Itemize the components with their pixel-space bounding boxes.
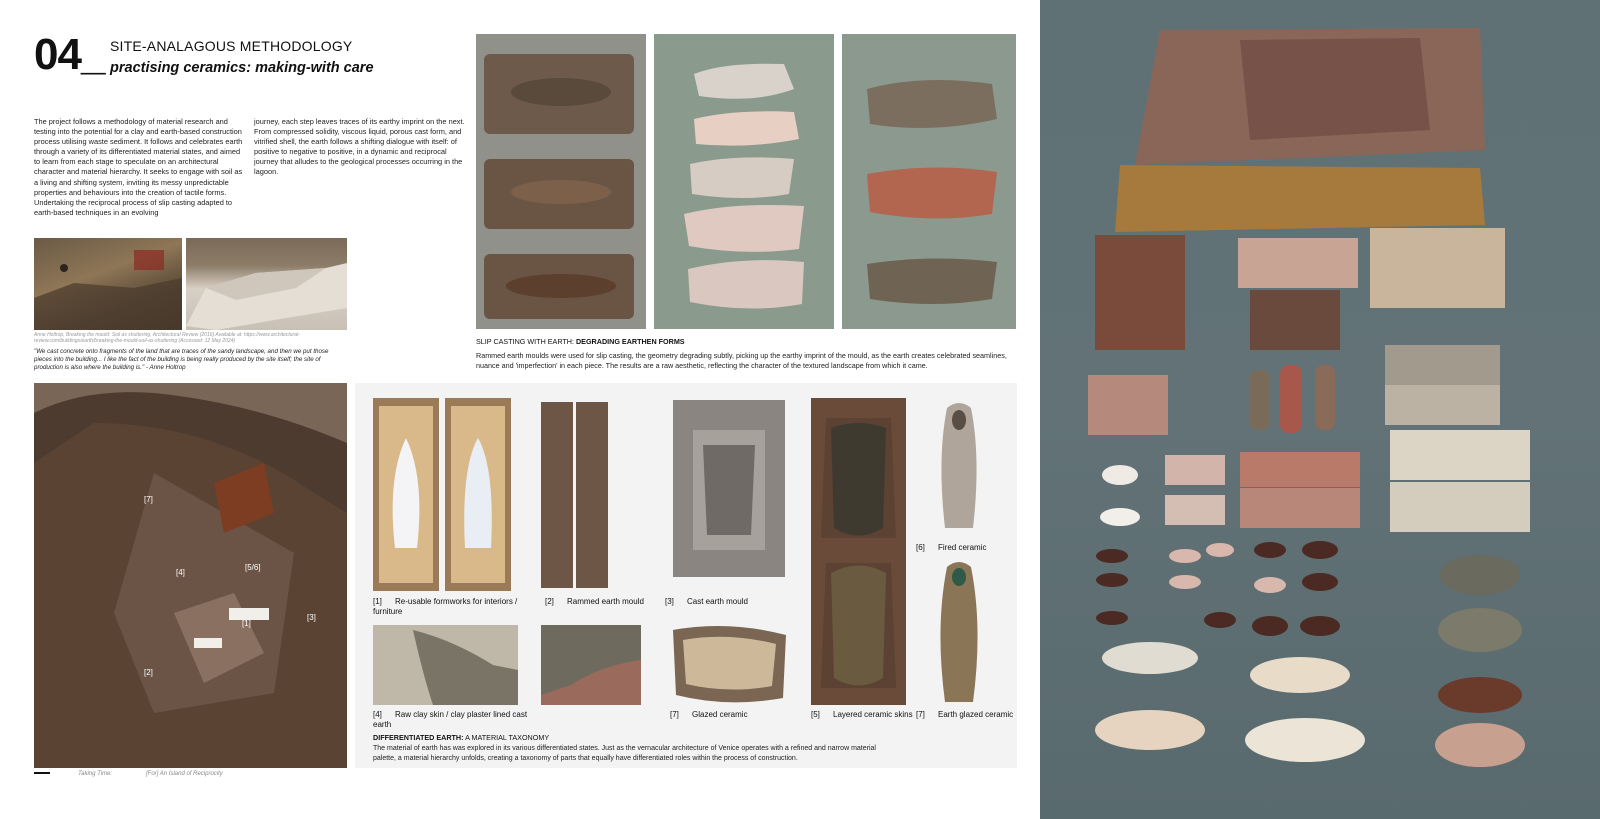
photo-citation: Anne Holtrop, Breaking the mould: Soil as shuttering, Architectural Review (2016) Available at: https://www.architectural-review.com/buildings/earth/breaking-the-mould-soil-as-shuttering (Accessed: 12 May 2024)	[34, 332, 300, 345]
glazed-ceramic-image	[668, 620, 790, 705]
fired-pieces-photo	[842, 34, 1016, 329]
taxonomy-text-3: Cast earth mould	[687, 597, 748, 606]
taxonomy-num-5: [5]	[811, 710, 820, 719]
footer-right: [For] An Island of Reciprocity	[146, 771, 223, 777]
taxonomy-num-3: [3]	[665, 597, 674, 606]
slip-casting-title	[476, 337, 685, 346]
rammed-earth-moulds-photo	[476, 34, 646, 329]
slip-casting-title-bold: DEGRADING EARTHEN FORMS	[575, 337, 685, 346]
taxonomy-num-2: [2]	[545, 597, 554, 606]
taxonomy-text-7b: Earth glazed ceramic	[938, 710, 1014, 719]
clay-plaster-image	[541, 625, 641, 705]
taxonomy-text-5: Layered ceramic skins	[833, 710, 913, 719]
raw-clay-skin-image	[373, 625, 518, 705]
taxonomy-num-1: [1]	[373, 597, 382, 606]
formwork-image-b	[445, 398, 511, 591]
taxonomy-label-5	[811, 710, 921, 720]
holtrop-quote: "We cast concrete onto fragments of the land that are traces of the sandy landscape, and then we put those pieces into the building... I like the fact of the building is being really produced by the site itself; the site of production is also where the building is." - Anne Holtrop	[34, 348, 329, 371]
earth-glazed-ceramic-image	[933, 557, 985, 707]
taxonomy-label-1	[373, 597, 523, 617]
taxonomy-label-4	[373, 710, 543, 730]
taxonomy-title	[373, 733, 549, 742]
taxonomy-title-rest: A MATERIAL TAXONOMY	[463, 733, 550, 742]
section-drawing	[34, 383, 347, 768]
taxonomy-text-7a: Glazed ceramic	[692, 710, 748, 719]
section-tag-3: [3]	[307, 613, 316, 622]
excavation-photo	[34, 238, 182, 330]
section-tag-1: [1]	[242, 619, 251, 628]
concrete-cast-photo	[186, 238, 347, 330]
slip-casting-body: Rammed earth moulds were used for slip casting, the geometry degrading subtly, picking up the earthy imprint of the mould, as the earth creates celebrated seamlines, nuance and 'imperfection' in each piece. The results are a raw aesthetic, reflecting the character of the textured landscape from which it came.	[476, 351, 1007, 370]
material-board-photo	[1040, 0, 1600, 819]
section-tag-4: [4]	[176, 568, 185, 577]
taxonomy-text-2: Rammed earth mould	[567, 597, 644, 606]
taxonomy-label-7b	[916, 710, 1016, 720]
footer-rule	[34, 772, 50, 774]
slip-cast-pieces-photo	[654, 34, 834, 329]
taxonomy-title-bold: DIFFERENTIATED EARTH:	[373, 733, 464, 742]
section-tag-5-6: [5/6]	[245, 563, 261, 572]
taxonomy-label-3	[665, 597, 785, 607]
taxonomy-num-4: [4]	[373, 710, 382, 719]
footer-left: Taking Time:	[78, 771, 113, 777]
formwork-image-a	[373, 398, 439, 591]
taxonomy-text-4: Raw clay skin / clay plaster lined cast earth	[373, 710, 528, 729]
section-tag-2: [2]	[144, 668, 153, 677]
taxonomy-label-6	[916, 543, 1016, 553]
page-title: SITE-ANALAGOUS METHODOLOGY	[110, 38, 353, 54]
intro-column-1: The project follows a methodology of material research and testing into the potential for a clay and earth-based construction process utilising waste sediment. It follows and celebrates earth through a variety of its differentiated material states, and aimed to learn from each stage to speculate on an architectural character and material hierarchy. It seeks to engage with soil as a living and shifting system, inviting its messy unpredictable properties and behaviours into the creation of tactile forms. Undertaking the reciprocal process of slip casting adapted to earth-based techniques in an evolving	[34, 117, 243, 217]
taxonomy-label-2	[545, 597, 655, 607]
taxonomy-label-7a	[670, 710, 780, 720]
slip-casting-title-prefix: SLIP CASTING WITH EARTH:	[476, 337, 576, 346]
intro-column-2: journey, each step leaves traces of its earthy imprint on the next. From compressed solidity, viscous liquid, porous cast form, and vitrified shell, the earth follows a shifting dialogue with itself: of positive to negative to positive, in a dynamic and reciprocal journey that alludes to the geological processes occurring in the lagoon.	[254, 117, 465, 177]
rammed-mould-left	[541, 402, 573, 588]
taxonomy-num-7a: [7]	[670, 710, 679, 719]
layered-ceramic-image	[811, 398, 906, 705]
taxonomy-num-6: [6]	[916, 543, 925, 552]
taxonomy-text-1: Re-usable formworks for interiors / furniture	[373, 597, 518, 616]
section-tag-7: [7]	[144, 495, 153, 504]
taxonomy-body: The material of earth has was explored in its various differentiated states. Just as the vernacular architecture of Venice operates with a refined and narrow material palette, a material hierarchy unfolds, creating a taxonomy of parts that equally have differentiated roles within the process of construction.	[373, 745, 876, 762]
page-subtitle: practising ceramics: making-with care	[110, 60, 374, 76]
rammed-mould-right	[576, 402, 608, 588]
fired-ceramic-image	[933, 398, 985, 538]
cast-earth-mould-image	[673, 400, 785, 577]
taxonomy-text-6: Fired ceramic	[938, 543, 987, 552]
taxonomy-num-7b: [7]	[916, 710, 925, 719]
page-number: 04_	[34, 30, 105, 79]
